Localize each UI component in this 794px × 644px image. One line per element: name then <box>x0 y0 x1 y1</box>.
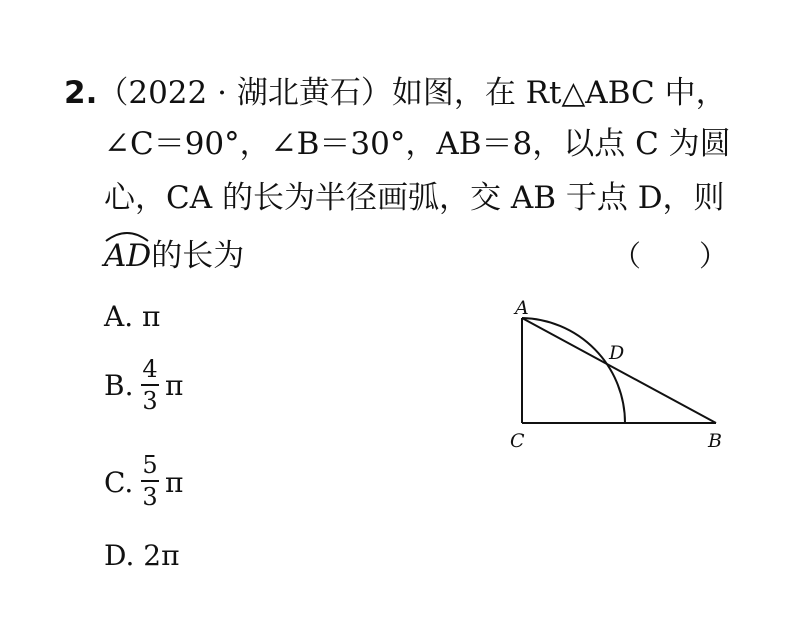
label-a: A <box>515 297 529 319</box>
label-b: B <box>708 430 722 452</box>
label-c: C <box>510 430 525 452</box>
option-a-text: π <box>142 300 161 333</box>
option-b-denominator: 3 <box>142 387 158 415</box>
arc-ad-text: AD <box>104 238 152 274</box>
option-d-text: 2π <box>143 539 180 572</box>
option-c-numerator: 5 <box>142 451 158 479</box>
option-b-label: B. <box>104 369 134 402</box>
question-line-3: 心，CA 的长为半径画弧，交 AB 于点 D，则 <box>104 180 725 216</box>
question-line-4-text: 的长为 <box>151 238 245 274</box>
question-line-1-text: （2022 · 湖北黄石）如图，在 Rt△ABC 中， <box>97 75 727 111</box>
answer-blank: （ ） <box>612 239 729 273</box>
option-c-denominator: 3 <box>142 483 158 511</box>
arc-ad <box>522 318 625 423</box>
question-line-2: ∠C＝90°，∠B＝30°，AB＝8，以点 C 为圆 <box>104 126 731 162</box>
label-d: D <box>609 342 625 364</box>
question-number: 2. <box>64 75 98 111</box>
option-c-label: C. <box>104 466 134 499</box>
option-d-label: D. <box>104 539 135 572</box>
option-a-label: A. <box>104 300 134 333</box>
option-b-numerator: 4 <box>142 355 158 383</box>
side-ab <box>522 318 716 423</box>
option-c-pi: π <box>165 466 184 499</box>
option-b-pi: π <box>165 369 184 402</box>
